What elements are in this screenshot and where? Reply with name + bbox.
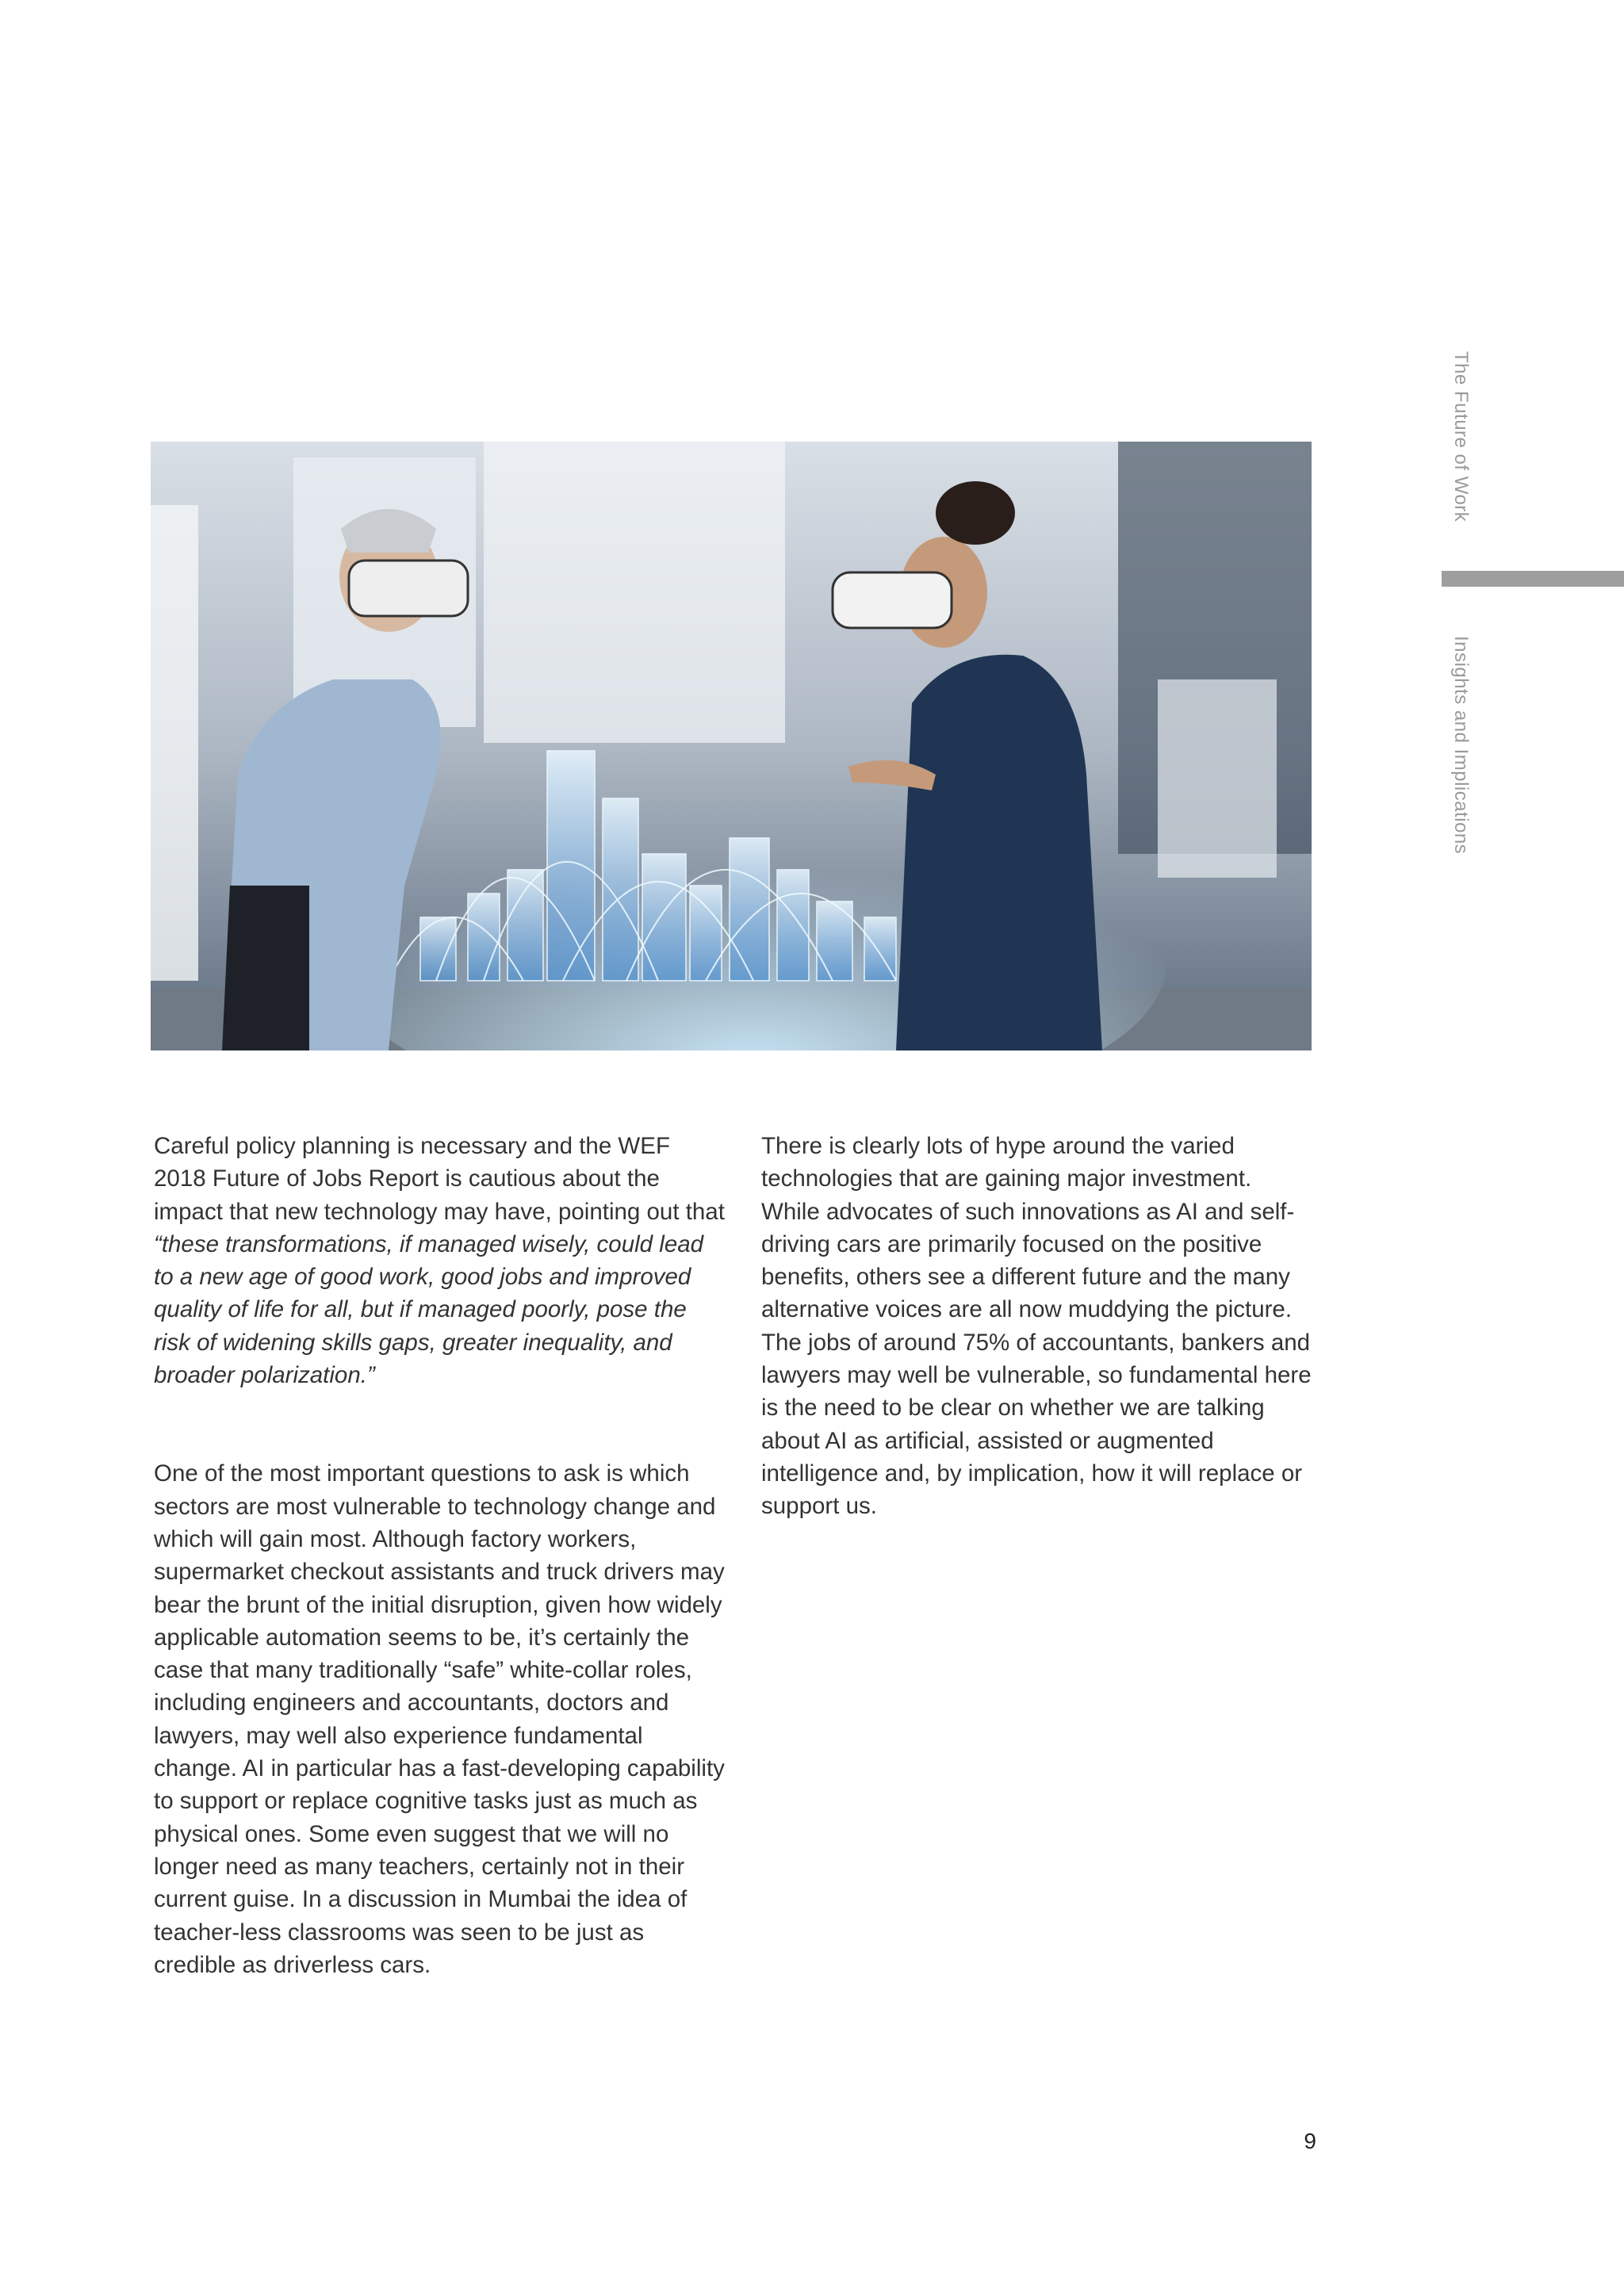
vr-city-hologram-icon: [151, 442, 1312, 1050]
section-title: The Future of Work: [1450, 351, 1472, 522]
subsection-title: Insights and Implications: [1450, 636, 1472, 855]
paragraph-policy-planning: [154, 1130, 725, 1391]
paragraph-intro: Careful policy planning is necessary and the WEF 2018 Future of Jobs Report is cautious about the impact that new technology may have, pointing out that: [154, 1133, 725, 1225]
left-column: [154, 1130, 725, 1981]
wef-quote: “these transformations, if managed wisely, could lead to a new age of good work, good jobs and improved quality of life for all, but if managed poorly, pose the risk of widening skills gaps, greater inequality, and broader polarization.”: [154, 1230, 704, 1389]
page-number: 9: [1304, 2129, 1316, 2153]
paragraph-technology-hype: There is clearly lots of hype around the varied technologies that are gaining major investment. While advocates of such innovations as AI and self-driving cars are primarily focused on the positive benefits, others see a different future and the many alternative voices are all now muddying the picture. The jobs of around 75% of accountants, bankers and lawyers may well be vulnerable, so fundamental here is the need to be clear on whether we are talking about AI as artificial, assisted or augmented intelligence and, by implication, how it will replace or support us.: [761, 1133, 1312, 1520]
paragraph-vulnerable-sectors: One of the most important questions to ask is which sectors are most vulnerable to technology change and which will gain most. Although factory workers, supermarket checkout assistants and truck drivers may bear the brunt of the initial disruption, given how widely applicable automation seems to be, it’s certainly the case that many traditionally “safe” white-collar roles, including engineers and accountants, doctors and lawyers, may well also experience fundamental change. AI in particular has a fast-developing capability to support or replace cognitive tasks just as much as physical ones. Some even suggest that we will no longer need as many teachers, certainly not in their current guise. In a discussion in Mumbai the idea of teacher-less classrooms was seen to be just as credible as driverless cars.: [154, 1460, 725, 1978]
right-column: [761, 1130, 1316, 1523]
hero-image: [151, 442, 1312, 1050]
section-divider-bar: [1442, 571, 1624, 587]
